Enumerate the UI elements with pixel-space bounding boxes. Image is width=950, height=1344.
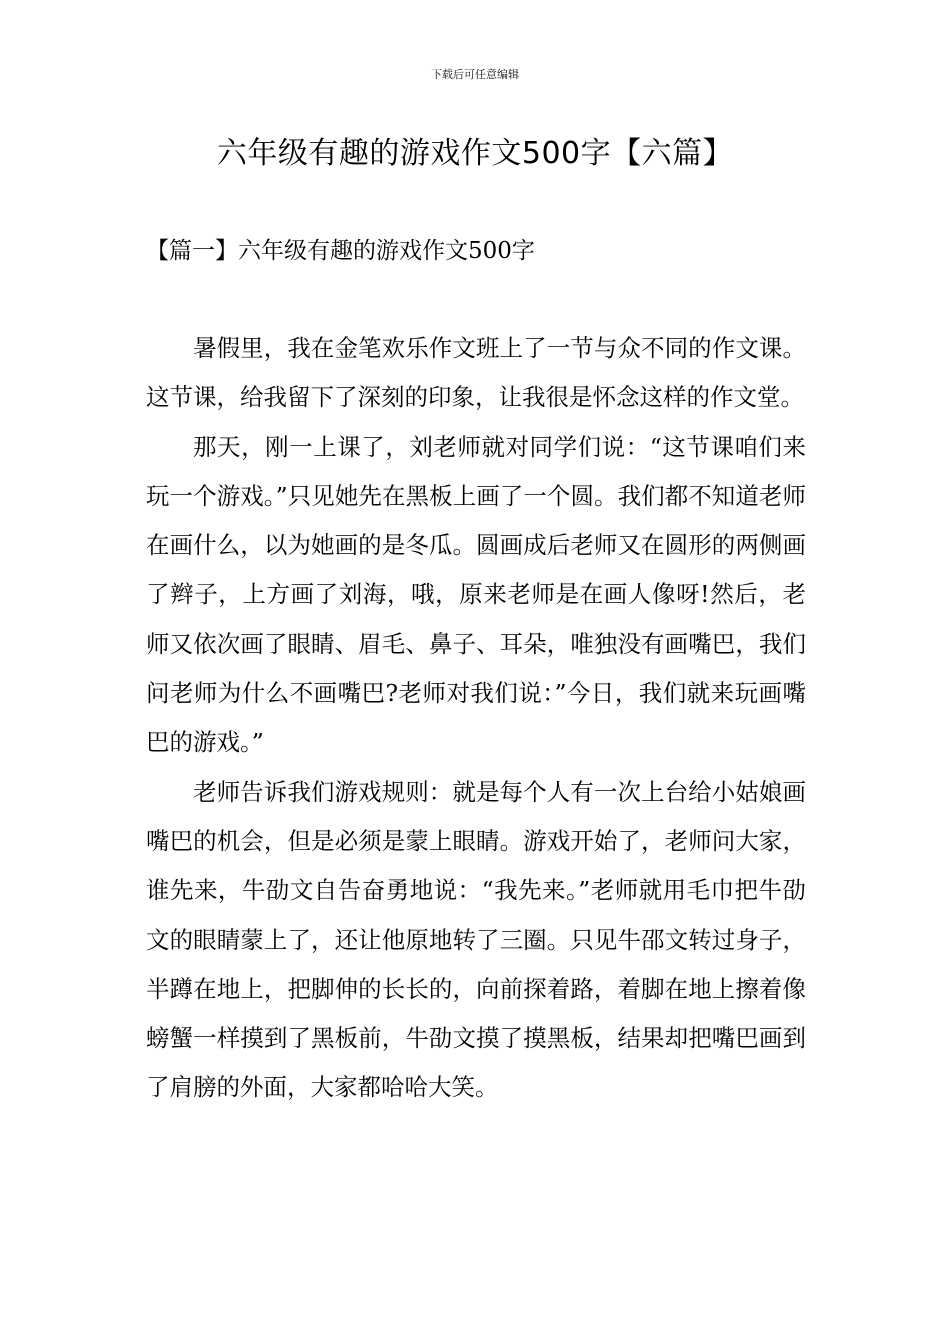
paragraph-2: 那天，刚一上课了，刘老师就对同学们说：“这节课咱们来玩一个游戏。”只见她先在黑板上画了一个圆。我们都不知道老师在画什么，以为她画的是冬瓜。圆画成后老师又在圆形的两侧画了辫子，上方画了刘海，哦，原来老师是在画人像呀!然后，老师又依次画了眼睛、眉毛、鼻子、耳朵，唯独没有画嘴巴，我们问老师为什么不画嘴巴?老师对我们说：”今日，我们就来玩画嘴巴的游戏。” xyxy=(146,432,806,757)
section-heading: 【篇一】六年级有趣的游戏作文500字 xyxy=(146,238,535,264)
article-body xyxy=(146,324,806,1113)
page-title: 六年级有趣的游戏作文500字【六篇】 xyxy=(216,136,734,171)
paragraph-3: 老师告诉我们游戏规则：就是每个人有一次上台给小姑娘画嘴巴的机会，但是必须是蒙上眼睛。游戏开始了，老师问大家，谁先来，牛劭文自告奋勇地说：“我先来。”老师就用毛巾把牛劭文的眼睛蒙上了，还让他原地转了三圈。只见牛邵文转过身子，半蹲在地上，把脚伸的长长的，向前探着路，着脚在地上擦着像螃蟹一样摸到了黑板前，牛劭文摸了摸黑板，结果却把嘴巴画到了肩膀的外面，大家都哈哈大笑。 xyxy=(146,777,806,1102)
paragraph-1: 暑假里，我在金笔欢乐作文班上了一节与众不同的作文课。这节课，给我留下了深刻的印象，让我很是怀念这样的作文堂。 xyxy=(146,334,806,412)
header-note: 下载后可任意编辑 xyxy=(431,68,519,81)
